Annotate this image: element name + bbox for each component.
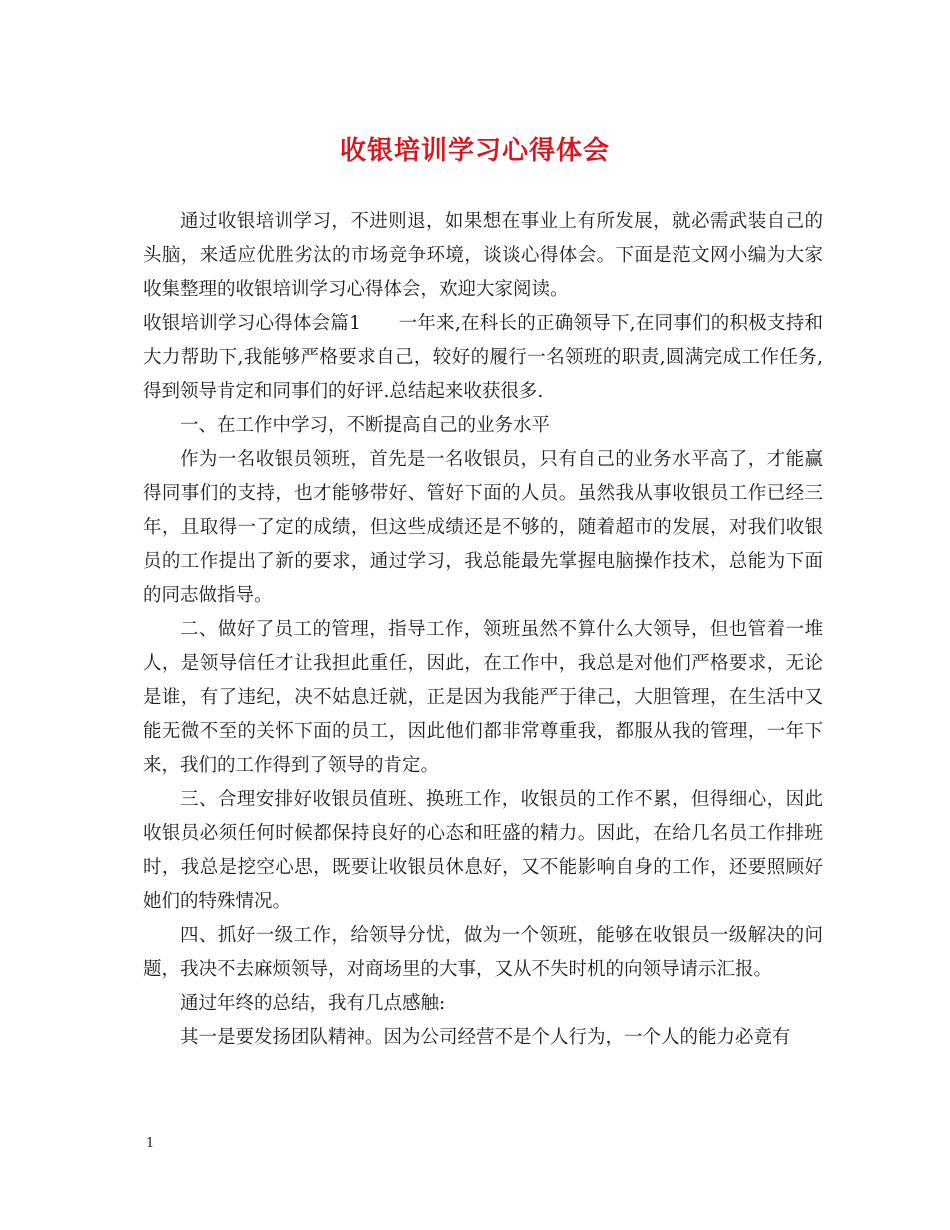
paragraph-section-4: 四、抓好一级工作，给领导分忧，做为一个领班，能够在收银员一级解决的问题，我决不去麻烦领导，对商场里的大事，又从不失时机的向领导请示汇报。 <box>143 925 823 980</box>
paragraph-intro: 通过收银培训学习，不进则退，如果想在事业上有所发展，就必需武装自己的头脑，来适应优胜劣汰的市场竞争环境，谈谈心得体会。下面是范文网小编为大家收集整理的收银培训学习心得体会，欢迎大家阅读。 <box>143 211 823 300</box>
paragraph-article-1-opening: 收银培训学习心得体会篇1 一年来,在科长的正确领导下,在同事们的积极支持和大力帮助下,我能够严格要求自己，较好的履行一名领班的职责,圆满完成工作任务,得到领导肯定和同事们的好评.总结起来收获很多. <box>143 313 823 402</box>
document-title: 收银培训学习心得体会 <box>339 136 610 166</box>
paragraph-point-1: 其一是要发扬团队精神。因为公司经营不是个人行为，一个人的能力必竟有 <box>180 1027 791 1048</box>
document-body <box>143 205 823 1055</box>
section-heading-1: 一、在工作中学习，不断提高自己的业务水平 <box>180 415 551 436</box>
paragraph-section-2: 二、做好了员工的管理，指导工作，领班虽然不算什么大领导，但也管着一堆人，是领导信任才让我担此重任，因此，在工作中，我总是对他们严格要求，无论是谁，有了违纪，决不姑息迁就，正是因为我能严于律己，大胆管理，在生活中又能无微不至的关怀下面的员工，因此他们都非常尊重我，都服从我的管理，一年下来，我们的工作得到了领导的肯定。 <box>143 619 823 776</box>
paragraph-section-1: 作为一名收银员领班，首先是一名收银员，只有自己的业务水平高了，才能赢得同事们的支持，也才能够带好、管好下面的人员。虽然我从事收银员工作已经三年，且取得一了定的成绩，但这些成绩还是不够的，随着超市的发展，对我们收银员的工作提出了新的要求，通过学习，我总能最先掌握电脑操作技术，总能为下面的同志做指导。 <box>143 449 823 606</box>
page-number: 1 <box>146 1136 155 1151</box>
paragraph-summary-intro: 通过年终的总结，我有几点感触: <box>180 993 446 1014</box>
paragraph-section-3: 三、合理安排好收银员值班、换班工作，收银员的工作不累，但得细心，因此收银员必须任何时候都保持良好的心态和旺盛的精力。因此，在给几名员工作排班时，我总是挖空心思，既要让收银员休息好，又不能影响自身的工作，还要照顾好她们的特殊情况。 <box>143 789 823 912</box>
